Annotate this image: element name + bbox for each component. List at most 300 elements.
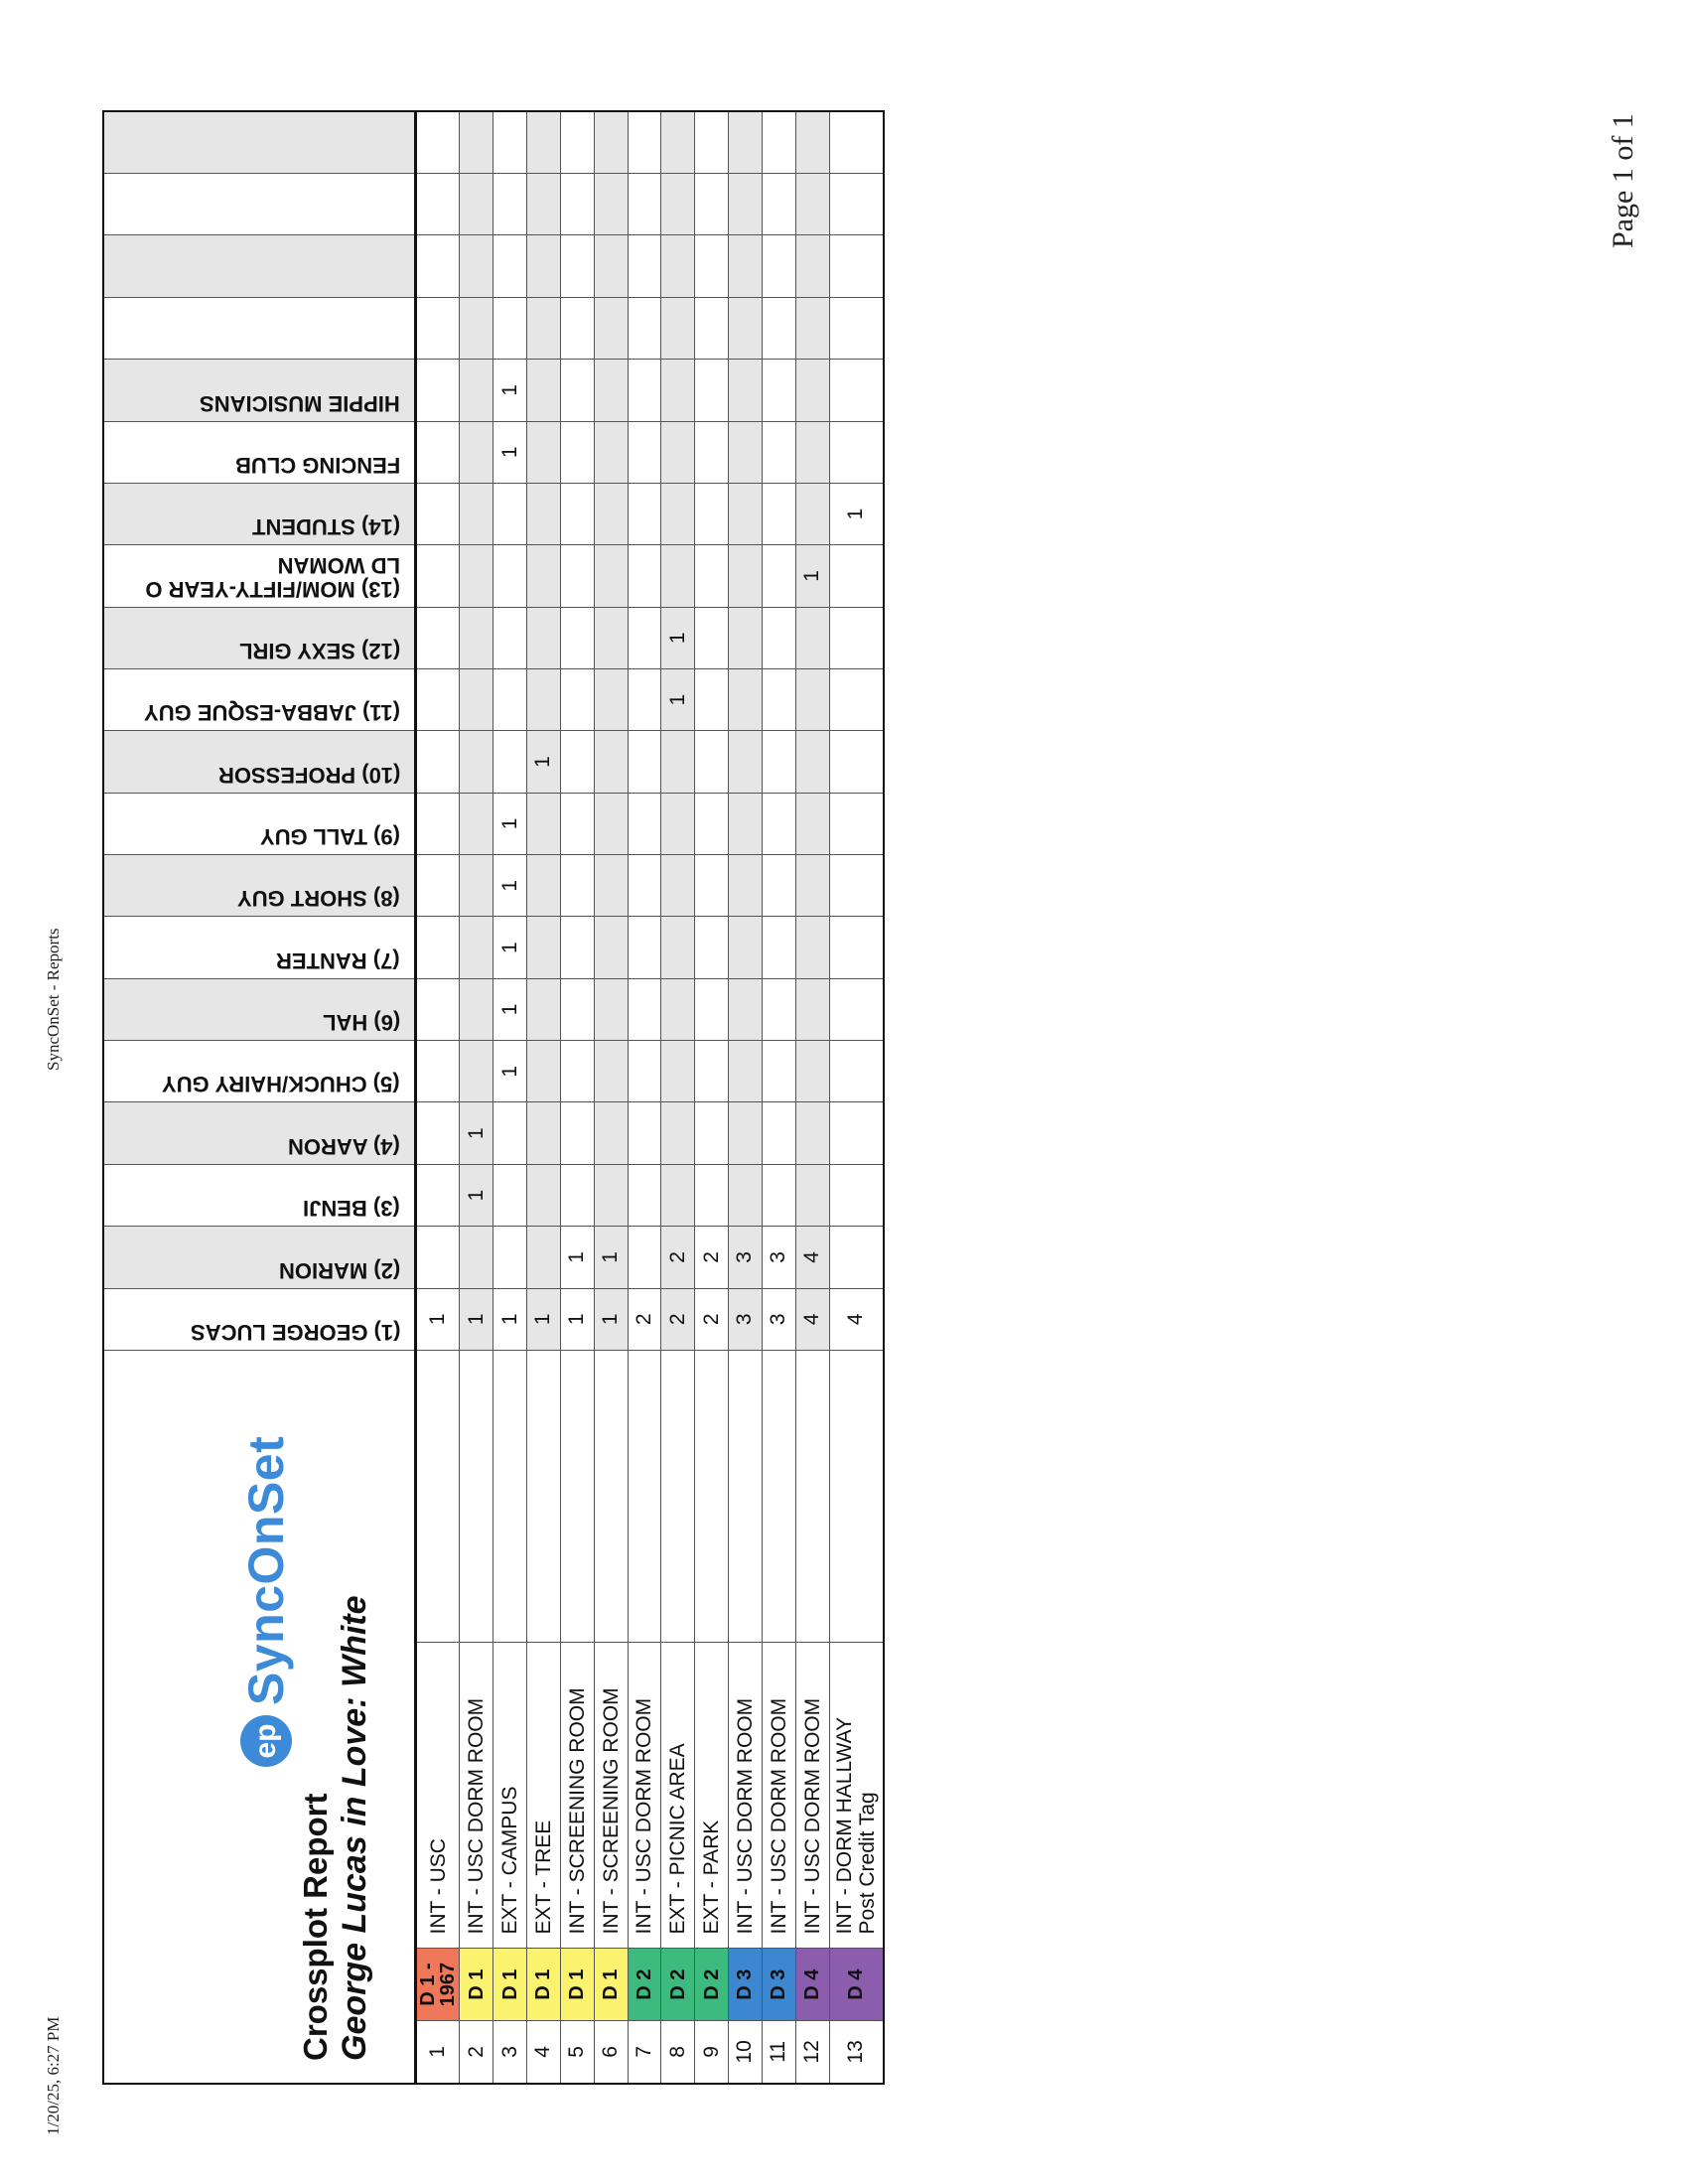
crossplot-cell xyxy=(594,297,628,359)
crossplot-cell xyxy=(560,607,594,668)
crossplot-cell xyxy=(628,174,661,235)
column-header-label xyxy=(372,285,414,297)
crossplot-cell: 1 xyxy=(829,483,884,544)
column-header-label: (14) STUDENT xyxy=(251,514,400,540)
crossplot-cell xyxy=(628,607,661,668)
crossplot-cell: 1 xyxy=(527,1288,561,1350)
crossplot-cell xyxy=(829,235,884,297)
crossplot-cell xyxy=(762,793,795,854)
set-label: EXT - PICNIC AREA xyxy=(666,1743,690,1935)
crossplot-cell xyxy=(661,1164,695,1226)
print-datetime: 1/20/25, 6:27 PM xyxy=(44,2016,63,2135)
crossplot-cell xyxy=(416,1164,460,1226)
column-header xyxy=(103,855,416,917)
column-header xyxy=(103,545,416,607)
crossplot-cell xyxy=(460,545,493,607)
column-header-label: (7) RANTER xyxy=(276,947,400,973)
crossplot-report xyxy=(102,110,885,2085)
column-header-label: (6) HAL xyxy=(322,1010,400,1036)
crossplot-cell xyxy=(762,917,795,978)
crossplot-cell xyxy=(695,917,729,978)
crossplot-cell xyxy=(661,731,695,793)
crossplot-cell: 1 xyxy=(493,855,527,917)
crossplot-cell xyxy=(795,297,829,359)
crossplot-cell xyxy=(460,483,493,544)
crossplot-cell xyxy=(416,235,460,297)
column-header xyxy=(103,793,416,854)
crossplot-cell xyxy=(829,731,884,793)
crossplot-cell xyxy=(729,1102,763,1164)
crossplot-cell xyxy=(661,793,695,854)
crossplot-cell xyxy=(795,1102,829,1164)
column-header xyxy=(103,1288,416,1350)
crossplot-cell: 1 xyxy=(493,1288,527,1350)
table-row xyxy=(416,111,460,2084)
crossplot-cell xyxy=(493,1227,527,1288)
crossplot-cell xyxy=(628,1164,661,1226)
crossplot-cell xyxy=(527,174,561,235)
shoot-day: D 1 xyxy=(560,1949,594,2020)
crossplot-cell xyxy=(795,607,829,668)
table-row xyxy=(493,111,527,2084)
column-header-label: (3) BENJI xyxy=(303,1196,400,1222)
crossplot-cell xyxy=(527,1164,561,1226)
crossplot-cell xyxy=(661,235,695,297)
crossplot-cell xyxy=(762,1164,795,1226)
column-header-label: (8) SHORT GUY xyxy=(237,886,400,912)
crossplot-cell xyxy=(527,297,561,359)
row-number: 6 xyxy=(594,2020,628,2084)
shoot-day: D 1 xyxy=(594,1949,628,2020)
crossplot-cell xyxy=(661,1041,695,1102)
crossplot-cell xyxy=(762,1102,795,1164)
table-row xyxy=(661,111,695,2084)
crossplot-cell xyxy=(661,855,695,917)
crossplot-cell xyxy=(594,793,628,854)
column-header-label xyxy=(372,347,414,359)
crossplot-cell xyxy=(729,668,763,730)
scene-spacer xyxy=(527,1350,561,1642)
crossplot-cell xyxy=(628,360,661,421)
crossplot-cell xyxy=(829,1102,884,1164)
table-row xyxy=(527,111,561,2084)
crossplot-cell xyxy=(795,978,829,1040)
crossplot-cell xyxy=(729,297,763,359)
crossplot-cell xyxy=(527,855,561,917)
crossplot-table xyxy=(102,110,885,2085)
crossplot-cell xyxy=(416,607,460,668)
crossplot-cell xyxy=(762,360,795,421)
crossplot-cell xyxy=(762,855,795,917)
crossplot-cell xyxy=(829,1227,884,1288)
crossplot-cell xyxy=(829,111,884,174)
set-name xyxy=(527,1643,561,1949)
crossplot-cell xyxy=(829,421,884,483)
crossplot-cell xyxy=(628,297,661,359)
crossplot-cell xyxy=(729,607,763,668)
crossplot-cell xyxy=(594,483,628,544)
set-name xyxy=(695,1643,729,1949)
set-label: INT - USC DORM ROOM xyxy=(767,1697,790,1935)
shoot-day: D 1 xyxy=(460,1949,493,2020)
crossplot-cell xyxy=(416,668,460,730)
crossplot-cell xyxy=(416,174,460,235)
column-header xyxy=(103,360,416,421)
column-header xyxy=(103,668,416,730)
crossplot-cell: 1 xyxy=(493,793,527,854)
crossplot-cell xyxy=(594,174,628,235)
crossplot-cell xyxy=(594,855,628,917)
crossplot-cell: 1 xyxy=(460,1102,493,1164)
crossplot-cell: 1 xyxy=(795,545,829,607)
crossplot-cell xyxy=(762,483,795,544)
table-row xyxy=(560,111,594,2084)
column-header-label: (9) TALL GUY xyxy=(260,824,400,850)
crossplot-cell xyxy=(795,360,829,421)
crossplot-cell xyxy=(560,978,594,1040)
table-row xyxy=(762,111,795,2084)
crossplot-cell xyxy=(628,978,661,1040)
column-header-label: (10) PROFESSOR xyxy=(217,762,400,788)
crossplot-cell xyxy=(527,1041,561,1102)
scene-spacer xyxy=(493,1350,527,1642)
crossplot-cell xyxy=(416,483,460,544)
crossplot-cell xyxy=(460,793,493,854)
crossplot-cell xyxy=(729,483,763,544)
shoot-day: D 1 - 1967 xyxy=(416,1949,460,2020)
row-number: 12 xyxy=(795,2020,829,2084)
crossplot-cell xyxy=(695,174,729,235)
crossplot-cell xyxy=(795,1164,829,1226)
crossplot-cell xyxy=(560,235,594,297)
crossplot-cell xyxy=(416,360,460,421)
set-name xyxy=(829,1643,884,1949)
set-name xyxy=(460,1643,493,1949)
crossplot-cell xyxy=(560,668,594,730)
set-name xyxy=(661,1643,695,1949)
crossplot-cell: 1 xyxy=(527,731,561,793)
crossplot-cell xyxy=(695,731,729,793)
scene-spacer xyxy=(594,1350,628,1642)
crossplot-cell xyxy=(460,235,493,297)
set-name xyxy=(628,1643,661,1949)
column-header xyxy=(103,111,416,174)
row-number: 8 xyxy=(661,2020,695,2084)
brand-logo-icon: ep xyxy=(240,1715,292,1767)
column-header xyxy=(103,1227,416,1288)
crossplot-cell xyxy=(829,1164,884,1226)
crossplot-cell xyxy=(795,483,829,544)
scene-spacer xyxy=(695,1350,729,1642)
crossplot-cell xyxy=(729,855,763,917)
crossplot-cell xyxy=(460,668,493,730)
crossplot-cell xyxy=(729,111,763,174)
crossplot-cell xyxy=(460,174,493,235)
crossplot-cell: 1 xyxy=(594,1227,628,1288)
crossplot-cell xyxy=(829,668,884,730)
crossplot-cell xyxy=(460,607,493,668)
row-number: 3 xyxy=(493,2020,527,2084)
scene-spacer xyxy=(795,1350,829,1642)
crossplot-cell xyxy=(795,174,829,235)
crossplot-cell xyxy=(795,1041,829,1102)
crossplot-cell xyxy=(460,297,493,359)
crossplot-cell xyxy=(527,111,561,174)
crossplot-cell xyxy=(560,483,594,544)
crossplot-cell xyxy=(661,297,695,359)
table-row xyxy=(594,111,628,2084)
crossplot-cell: 1 xyxy=(493,978,527,1040)
crossplot-cell xyxy=(628,421,661,483)
crossplot-cell xyxy=(628,545,661,607)
crossplot-cell xyxy=(695,545,729,607)
crossplot-cell xyxy=(729,793,763,854)
crossplot-cell: 2 xyxy=(661,1227,695,1288)
crossplot-cell xyxy=(695,297,729,359)
crossplot-cell: 1 xyxy=(493,917,527,978)
shoot-day: D 4 xyxy=(829,1949,884,2020)
crossplot-cell: 4 xyxy=(795,1227,829,1288)
set-label: INT - DORM HALLWAY xyxy=(833,1716,857,1935)
column-header xyxy=(103,731,416,793)
crossplot-cell xyxy=(829,1041,884,1102)
column-header xyxy=(103,483,416,544)
set-label: EXT - TREE xyxy=(531,1820,555,1935)
shoot-day: D 4 xyxy=(795,1949,829,2020)
crossplot-cell xyxy=(527,668,561,730)
scene-spacer xyxy=(661,1350,695,1642)
crossplot-cell xyxy=(695,855,729,917)
set-label: EXT - CAMPUS xyxy=(498,1786,522,1935)
shoot-day: D 3 xyxy=(762,1949,795,2020)
crossplot-cell xyxy=(460,1227,493,1288)
scene-spacer xyxy=(829,1350,884,1642)
shoot-day: D 2 xyxy=(695,1949,729,2020)
column-header xyxy=(103,421,416,483)
crossplot-cell xyxy=(695,1041,729,1102)
crossplot-cell xyxy=(460,421,493,483)
crossplot-cell xyxy=(416,793,460,854)
set-name xyxy=(560,1643,594,1949)
row-number: 4 xyxy=(527,2020,561,2084)
column-header xyxy=(103,235,416,297)
crossplot-cell xyxy=(762,174,795,235)
crossplot-cell xyxy=(560,793,594,854)
row-number: 5 xyxy=(560,2020,594,2084)
crossplot-cell xyxy=(460,111,493,174)
crossplot-cell: 1 xyxy=(661,668,695,730)
column-header-label: FENCING CLUB xyxy=(234,452,400,478)
crossplot-cell xyxy=(527,360,561,421)
page-number: Page 1 of 1 xyxy=(1607,113,1639,248)
crossplot-cell: 2 xyxy=(628,1288,661,1350)
crossplot-cell: 1 xyxy=(560,1227,594,1288)
crossplot-cell: 2 xyxy=(695,1227,729,1288)
crossplot-cell xyxy=(829,917,884,978)
set-label: EXT - PARK xyxy=(700,1820,724,1935)
crossplot-cell xyxy=(416,1041,460,1102)
table-row xyxy=(829,111,884,2084)
crossplot-cell xyxy=(729,731,763,793)
crossplot-cell xyxy=(695,1164,729,1226)
column-header xyxy=(103,1164,416,1226)
crossplot-cell xyxy=(661,421,695,483)
column-header xyxy=(103,917,416,978)
crossplot-cell xyxy=(729,917,763,978)
crossplot-cell xyxy=(695,235,729,297)
crossplot-cell xyxy=(460,978,493,1040)
crossplot-cell xyxy=(493,235,527,297)
crossplot-cell: 1 xyxy=(661,607,695,668)
crossplot-cell xyxy=(661,174,695,235)
crossplot-cell xyxy=(795,421,829,483)
set-note: Post Credit Tag xyxy=(856,1792,880,1935)
crossplot-cell xyxy=(416,111,460,174)
shoot-day: D 1 xyxy=(527,1949,561,2020)
crossplot-cell xyxy=(795,668,829,730)
table-row xyxy=(695,111,729,2084)
crossplot-cell xyxy=(560,1041,594,1102)
crossplot-cell xyxy=(695,668,729,730)
brand-logo xyxy=(237,1436,295,1767)
set-label: INT - USC DORM ROOM xyxy=(633,1697,656,1935)
crossplot-cell xyxy=(527,545,561,607)
column-header xyxy=(103,607,416,668)
crossplot-cell xyxy=(594,978,628,1040)
crossplot-cell xyxy=(594,360,628,421)
crossplot-cell: 3 xyxy=(762,1288,795,1350)
crossplot-cell xyxy=(829,174,884,235)
crossplot-cell xyxy=(560,421,594,483)
crossplot-cell xyxy=(628,483,661,544)
crossplot-cell xyxy=(594,545,628,607)
crossplot-cell xyxy=(560,545,594,607)
set-label: INT - USC DORM ROOM xyxy=(800,1697,824,1935)
crossplot-cell xyxy=(493,483,527,544)
crossplot-cell xyxy=(527,483,561,544)
crossplot-cell xyxy=(527,607,561,668)
crossplot-cell xyxy=(460,360,493,421)
crossplot-cell xyxy=(695,978,729,1040)
crossplot-cell xyxy=(762,607,795,668)
crossplot-cell xyxy=(628,917,661,978)
crossplot-cell xyxy=(762,1041,795,1102)
crossplot-cell xyxy=(560,731,594,793)
crossplot-cell xyxy=(729,360,763,421)
crossplot-cell xyxy=(661,111,695,174)
crossplot-cell xyxy=(594,607,628,668)
crossplot-cell: 4 xyxy=(829,1288,884,1350)
table-row xyxy=(729,111,763,2084)
crossplot-cell xyxy=(795,855,829,917)
crossplot-cell xyxy=(762,545,795,607)
crossplot-cell xyxy=(729,545,763,607)
column-header-label: (4) AARON xyxy=(288,1133,400,1159)
crossplot-cell xyxy=(695,111,729,174)
crossplot-cell xyxy=(416,978,460,1040)
row-number: 9 xyxy=(695,2020,729,2084)
crossplot-cell xyxy=(762,111,795,174)
crossplot-cell xyxy=(829,855,884,917)
column-header xyxy=(103,1102,416,1164)
crossplot-cell xyxy=(829,545,884,607)
crossplot-cell xyxy=(560,297,594,359)
crossplot-cell: 3 xyxy=(762,1227,795,1288)
crossplot-cell: 1 xyxy=(460,1288,493,1350)
crossplot-cell xyxy=(762,421,795,483)
column-header xyxy=(103,174,416,235)
crossplot-cell xyxy=(729,235,763,297)
crossplot-cell xyxy=(695,421,729,483)
crossplot-cell: 1 xyxy=(493,360,527,421)
crossplot-cell xyxy=(829,297,884,359)
crossplot-cell: 2 xyxy=(661,1288,695,1350)
column-header-label: (5) CHUCK/HAIRY GUY xyxy=(162,1072,400,1097)
crossplot-cell xyxy=(416,545,460,607)
table-row xyxy=(795,111,829,2084)
crossplot-cell xyxy=(416,731,460,793)
crossplot-cell xyxy=(460,731,493,793)
crossplot-cell xyxy=(560,855,594,917)
column-header-label: (11) JABBA-ESQUE GUY xyxy=(144,700,400,726)
crossplot-cell xyxy=(762,297,795,359)
crossplot-cell xyxy=(594,731,628,793)
crossplot-cell: 1 xyxy=(493,1041,527,1102)
column-header-label: (12) SEXY GIRL xyxy=(238,638,400,663)
scene-spacer xyxy=(460,1350,493,1642)
crossplot-cell xyxy=(493,1164,527,1226)
crossplot-cell xyxy=(695,483,729,544)
print-source: SyncOnSet - Reports xyxy=(44,928,63,1071)
crossplot-cell xyxy=(560,111,594,174)
crossplot-cell xyxy=(594,1041,628,1102)
table-row xyxy=(628,111,661,2084)
crossplot-cell xyxy=(493,607,527,668)
crossplot-cell xyxy=(661,545,695,607)
crossplot-cell xyxy=(460,855,493,917)
row-number: 1 xyxy=(416,2020,460,2084)
crossplot-cell xyxy=(460,1041,493,1102)
crossplot-cell xyxy=(829,607,884,668)
crossplot-cell xyxy=(661,483,695,544)
crossplot-cell xyxy=(527,917,561,978)
brand-name: SyncOnSet xyxy=(238,1435,294,1705)
set-label: INT - USC DORM ROOM xyxy=(733,1697,757,1935)
column-header-label: (13) MOM/FIFTY-YEAR OLD WOMAN xyxy=(145,552,400,602)
crossplot-cell xyxy=(762,731,795,793)
crossplot-cell xyxy=(795,731,829,793)
crossplot-cell xyxy=(527,235,561,297)
scene-spacer xyxy=(416,1350,460,1642)
set-name xyxy=(729,1643,763,1949)
crossplot-cell: 1 xyxy=(560,1288,594,1350)
crossplot-cell xyxy=(560,360,594,421)
crossplot-cell xyxy=(762,978,795,1040)
crossplot-cell xyxy=(416,855,460,917)
report-title: Crossplot Report xyxy=(297,1793,334,2061)
crossplot-cell xyxy=(695,1102,729,1164)
crossplot-cell xyxy=(594,111,628,174)
set-label: INT - SCREENING ROOM xyxy=(599,1687,623,1935)
crossplot-cell: 1 xyxy=(416,1288,460,1350)
row-number: 13 xyxy=(829,2020,884,2084)
table-row xyxy=(460,111,493,2084)
crossplot-cell xyxy=(628,793,661,854)
title-cell xyxy=(103,1350,416,2084)
crossplot-cell xyxy=(594,917,628,978)
crossplot-cell xyxy=(661,917,695,978)
crossplot-cell: 3 xyxy=(729,1227,763,1288)
